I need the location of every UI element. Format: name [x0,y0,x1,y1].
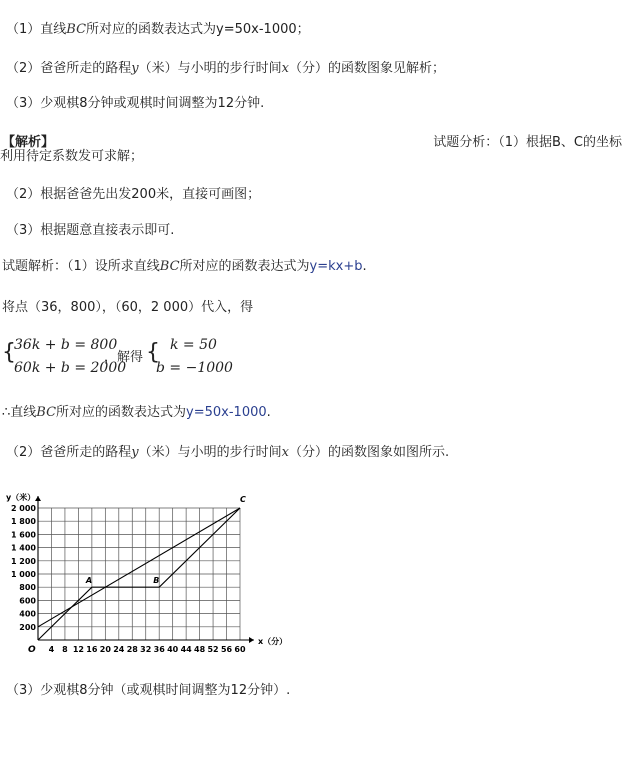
solution-line-3 [2,404,271,422]
series-line-1 [38,508,240,627]
solution-4-mid1: （米）与小明的步行时间 [138,445,282,460]
equation-brace-left: { [2,340,16,365]
point-label-c: C [240,495,246,504]
answer-2-y: y [131,61,139,76]
solution-line-4 [6,444,449,462]
solution-line-1 [2,258,367,276]
y-tick-label-4: 1 000 [10,570,36,579]
solution-1-prefix: 试题解析：（1）设所求直线 [2,259,160,274]
solution-line-2: 将点（36，800），（60，2 000）代入，得 [2,300,254,315]
x-tick-label-5: 24 [113,645,125,654]
solution-3-var: BC [36,405,57,420]
solution-line-5: （3）少观棋8分钟（或观棋时间调整为12分钟）. [6,683,291,698]
x-tick-label-0: 4 [48,645,55,654]
x-tick-label-2: 12 [72,645,84,654]
solution-4-y: y [131,445,139,460]
x-tick-label-10: 44 [180,645,192,654]
analysis-line-3: （2）根据爸爸先出发200米，直接可画图； [6,187,261,202]
y-tick-label-8: 1 800 [10,517,36,527]
point-label-b: B [153,576,160,586]
answer-2-prefix: （2）爸爸所走的路程 [6,61,132,76]
solution-1-end: . [362,259,367,274]
x-tick-label-7: 32 [140,645,152,654]
y-axis-arrow [35,496,41,501]
x-tick-label-11: 48 [194,645,206,654]
answer-2-mid1: （米）与小明的步行时间 [138,61,282,76]
solution-b: b = −1000 [156,360,233,376]
distance-time-chart [0,488,300,663]
analysis-header: 【解析】 [2,135,55,150]
solution-4-mid2: （分）的函数图象如图所示. [289,445,450,460]
x-tick-label-6: 28 [126,645,138,654]
answer-1-prefix: （1）直线 [6,22,67,37]
y-tick-label-6: 1 400 [10,543,36,553]
analysis-line-4: （3）根据题意直接表示即可. [6,223,175,238]
x-tick-label-1: 8 [62,645,68,654]
y-tick-label-7: 1 600 [10,530,36,540]
x-tick-label-4: 20 [99,645,111,654]
solution-4-prefix: （2）爸爸所走的路程 [6,445,132,460]
y-tick-label-0: 200 [19,622,36,632]
answer-2-x: x [281,61,289,76]
answer-1-formula: y=50x-1000； [216,22,310,37]
solution-3-mid: 所对应的函数表达式为 [56,405,187,420]
answer-2 [6,60,445,78]
answer-1-mid: 所对应的函数表达式为 [86,22,217,37]
solution-1-var: BC [159,259,180,274]
solution-4-x: x [281,445,289,460]
analysis-right-text: 试题分析：（1）根据B、C的坐标 [433,135,622,150]
x-tick-label-3: 16 [86,645,98,654]
y-tick-label-9: 2 000 [10,504,36,513]
x-axis-label: x（分） [258,637,288,646]
y-tick-label-2: 600 [19,596,36,606]
solution-3-formula: y=50x-1000 [186,405,267,420]
answer-1 [6,21,310,39]
equation-1: 36k + b = 800 [14,337,118,353]
solution-k: k = 50 [170,337,217,353]
x-tick-label-8: 36 [153,645,165,654]
answer-3: （3）少观棋8分钟或观棋时间调整为12分钟. [6,96,265,111]
solution-brace: { [146,340,160,365]
y-axis-label: y（米） [6,493,36,502]
point-label-a: A [85,576,93,586]
origin-label: O [28,645,36,655]
x-tick-label-12: 52 [207,645,219,654]
x-tick-label-13: 56 [220,645,233,654]
solve-word: ，解得 [104,350,144,365]
equation-2: 60k + b = 2000 [14,360,127,376]
answer-1-var: BC [66,22,87,37]
y-tick-label-1: 400 [19,609,36,619]
x-tick-label-14: 60 [234,645,246,654]
x-tick-label-9: 40 [167,645,179,654]
x-axis-arrow [249,637,254,643]
solution-3-prefix: ∴直线 [2,405,37,420]
solution-1-formula: y=kx+b [309,259,363,274]
answer-2-mid2: （分）的函数图象见解析； [289,61,446,76]
y-tick-label-3: 800 [19,583,36,593]
analysis-line-2: 利用待定系数发可求解； [0,149,144,164]
solution-1-mid: 所对应的函数表达式为 [179,259,310,274]
y-tick-label-5: 1 200 [10,556,36,566]
solution-3-end: . [266,405,271,420]
